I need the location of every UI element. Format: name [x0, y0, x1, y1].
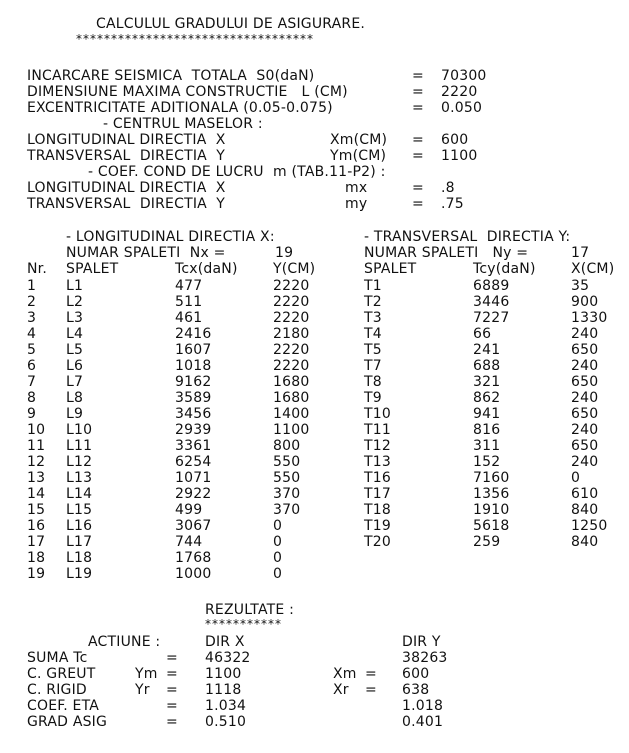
row-nr: 19 [27, 566, 46, 582]
row-x: 0 [571, 470, 581, 486]
row-tcx: 2416 [175, 326, 212, 342]
row-y: 1680 [273, 374, 310, 390]
param-value: 70300 [441, 68, 487, 84]
row-tcy: 688 [473, 358, 501, 374]
row-tcx: 1071 [175, 470, 212, 486]
row-tcy: 1910 [473, 502, 510, 518]
result-eq: = [166, 698, 178, 714]
row-spalet: L5 [66, 342, 84, 358]
row-spalet: T1 [364, 278, 382, 294]
row-spalet: L14 [66, 486, 93, 502]
row-tcy: 321 [473, 374, 501, 390]
longit-header-tc: Tcx(daN) [175, 261, 238, 277]
row-x: 840 [571, 502, 599, 518]
row-nr: 12 [27, 454, 46, 470]
row-x: 650 [571, 342, 599, 358]
row-spalet: T20 [364, 534, 391, 550]
centru-sym: Ym(CM) [330, 148, 387, 164]
row-tcy: 862 [473, 390, 501, 406]
row-spalet: L16 [66, 518, 93, 534]
centru-label: TRANSVERSAL DIRECTIA Y [27, 148, 225, 164]
row-spalet: L11 [66, 438, 93, 454]
row-spalet: L1 [66, 278, 84, 294]
row-tcx: 2939 [175, 422, 212, 438]
centru-label: LONGITUDINAL DIRECTIA X [27, 132, 226, 148]
result-y: 0.401 [402, 714, 444, 730]
result-x: 46322 [205, 650, 251, 666]
row-tcx: 2922 [175, 486, 212, 502]
row-tcy: 7160 [473, 470, 510, 486]
row-spalet: T7 [364, 358, 382, 374]
result-label: COEF. ETA [27, 698, 100, 714]
param-value: 2220 [441, 84, 478, 100]
result-label: C. RIGID [27, 682, 87, 698]
transv-count-label: NUMAR SPALETI Ny = [364, 245, 529, 261]
row-nr: 13 [27, 470, 46, 486]
actiune-label: ACTIUNE : [88, 634, 161, 650]
row-spalet: T17 [364, 486, 391, 502]
result-sym: Yr [135, 682, 150, 698]
result-x: 1100 [205, 666, 242, 682]
row-spalet: T16 [364, 470, 391, 486]
row-x: 1250 [571, 518, 608, 534]
row-y: 2220 [273, 278, 310, 294]
row-spalet: L10 [66, 422, 93, 438]
row-x: 35 [571, 278, 590, 294]
param-eq: = [412, 84, 424, 100]
result-y: 600 [402, 666, 430, 682]
param-label: INCARCARE SEISMICA TOTALA S0(daN) [27, 68, 315, 84]
row-tcy: 6889 [473, 278, 510, 294]
row-tcx: 744 [175, 534, 203, 550]
row-x: 900 [571, 294, 599, 310]
result-sym: Ym [135, 666, 158, 682]
row-tcx: 499 [175, 502, 203, 518]
row-spalet: L4 [66, 326, 84, 342]
row-spalet: T11 [364, 422, 391, 438]
row-spalet: T13 [364, 454, 391, 470]
result-ysym: Xm [333, 666, 357, 682]
row-x: 240 [571, 358, 599, 374]
longit-title: - LONGITUDINAL DIRECTIA X: [66, 229, 275, 245]
page-title: CALCULUL GRADULUI DE ASIGURARE. [96, 16, 366, 32]
row-spalet: T3 [364, 310, 382, 326]
row-spalet: T4 [364, 326, 382, 342]
result-label: GRAD ASIG [27, 714, 108, 730]
dir-x-header: DIR X [205, 634, 245, 650]
row-spalet: L9 [66, 406, 84, 422]
row-spalet: T8 [364, 374, 382, 390]
result-y: 638 [402, 682, 430, 698]
centru-eq: = [412, 132, 424, 148]
row-nr: 10 [27, 422, 46, 438]
row-nr: 8 [27, 390, 37, 406]
row-nr: 11 [27, 438, 46, 454]
row-spalet: L19 [66, 566, 93, 582]
dir-y-header: DIR Y [402, 634, 441, 650]
result-y: 1.018 [402, 698, 444, 714]
row-nr: 7 [27, 374, 37, 390]
row-x: 240 [571, 390, 599, 406]
row-y: 1400 [273, 406, 310, 422]
longit-count-value: 19 [275, 245, 294, 261]
row-x: 240 [571, 326, 599, 342]
row-tcx: 1000 [175, 566, 212, 582]
row-spalet: L7 [66, 374, 84, 390]
row-y: 370 [273, 502, 301, 518]
row-y: 800 [273, 438, 301, 454]
param-label: DIMENSIUNE MAXIMA CONSTRUCTIE L (CM) [27, 84, 348, 100]
results-title: REZULTATE : [205, 602, 295, 618]
row-nr: 3 [27, 310, 37, 326]
longit-header-y: Y(CM) [273, 261, 316, 277]
row-tcy: 941 [473, 406, 501, 422]
param-eq: = [412, 100, 424, 116]
row-tcx: 511 [175, 294, 203, 310]
result-eq: = [166, 650, 178, 666]
row-spalet: L3 [66, 310, 84, 326]
row-spalet: T9 [364, 390, 382, 406]
row-tcy: 7227 [473, 310, 510, 326]
row-tcy: 66 [473, 326, 492, 342]
row-spalet: L6 [66, 358, 84, 374]
coef-label: LONGITUDINAL DIRECTIA X [27, 180, 226, 196]
result-eq: = [166, 714, 178, 730]
row-tcx: 1607 [175, 342, 212, 358]
longit-header-nr: Nr. [27, 261, 47, 277]
coef-value: .75 [441, 196, 464, 212]
centru-title: - CENTRUL MASELOR : [103, 116, 263, 132]
row-y: 0 [273, 534, 283, 550]
title-rule: ********************************** [76, 32, 314, 46]
row-y: 0 [273, 550, 283, 566]
row-tcy: 152 [473, 454, 501, 470]
row-spalet: T2 [364, 294, 382, 310]
row-spalet: T18 [364, 502, 391, 518]
row-spalet: L15 [66, 502, 93, 518]
row-tcx: 6254 [175, 454, 212, 470]
row-tcy: 241 [473, 342, 501, 358]
row-nr: 15 [27, 502, 46, 518]
row-tcx: 9162 [175, 374, 212, 390]
row-tcy: 3446 [473, 294, 510, 310]
row-y: 0 [273, 518, 283, 534]
row-tcx: 3456 [175, 406, 212, 422]
centru-value: 1100 [441, 148, 478, 164]
row-tcx: 3589 [175, 390, 212, 406]
transv-title: - TRANSVERSAL DIRECTIA Y: [364, 229, 571, 245]
coef-value: .8 [441, 180, 455, 196]
row-tcy: 5618 [473, 518, 510, 534]
row-spalet: L12 [66, 454, 93, 470]
transv-header-tc: Tcy(daN) [473, 261, 536, 277]
centru-sym: Xm(CM) [330, 132, 388, 148]
coef-title: - COEF. COND DE LUCRU m (TAB.11-P2) : [88, 164, 386, 180]
row-tcx: 3067 [175, 518, 212, 534]
row-x: 650 [571, 438, 599, 454]
row-nr: 4 [27, 326, 37, 342]
row-tcx: 477 [175, 278, 203, 294]
row-y: 2220 [273, 342, 310, 358]
row-nr: 1 [27, 278, 37, 294]
row-tcx: 3361 [175, 438, 212, 454]
row-y: 0 [273, 566, 283, 582]
row-x: 840 [571, 534, 599, 550]
coef-eq: = [412, 196, 424, 212]
row-y: 2220 [273, 294, 310, 310]
result-label: SUMA Tc [27, 650, 88, 666]
result-eq: = [166, 682, 178, 698]
row-x: 1330 [571, 310, 608, 326]
param-label: EXCENTRICITATE ADITIONALA (0.05-0.075) [27, 100, 333, 116]
row-spalet: L17 [66, 534, 93, 550]
coef-label: TRANSVERSAL DIRECTIA Y [27, 196, 225, 212]
result-x: 1118 [205, 682, 242, 698]
row-nr: 16 [27, 518, 46, 534]
result-y: 38263 [402, 650, 448, 666]
centru-value: 600 [441, 132, 469, 148]
row-y: 1100 [273, 422, 310, 438]
row-tcx: 1018 [175, 358, 212, 374]
row-tcy: 1356 [473, 486, 510, 502]
row-tcx: 1768 [175, 550, 212, 566]
row-y: 2220 [273, 358, 310, 374]
transv-header-spalet: SPALET [364, 261, 417, 277]
row-y: 2180 [273, 326, 310, 342]
row-nr: 18 [27, 550, 46, 566]
row-nr: 9 [27, 406, 37, 422]
row-y: 370 [273, 486, 301, 502]
centru-eq: = [412, 148, 424, 164]
transv-header-x: X(CM) [571, 261, 615, 277]
row-spalet: L13 [66, 470, 93, 486]
row-nr: 17 [27, 534, 46, 550]
result-yeq: = [365, 666, 377, 682]
row-tcy: 259 [473, 534, 501, 550]
param-value: 0.050 [441, 100, 483, 116]
row-y: 1680 [273, 390, 310, 406]
row-y: 550 [273, 454, 301, 470]
coef-sym: my [345, 196, 368, 212]
row-nr: 2 [27, 294, 37, 310]
row-x: 240 [571, 422, 599, 438]
row-y: 550 [273, 470, 301, 486]
coef-sym: mx [345, 180, 368, 196]
results-rule: *********** [205, 617, 282, 631]
param-eq: = [412, 68, 424, 84]
row-x: 650 [571, 406, 599, 422]
row-tcy: 311 [473, 438, 501, 454]
row-spalet: T5 [364, 342, 382, 358]
row-tcx: 461 [175, 310, 203, 326]
result-ysym: Xr [333, 682, 349, 698]
row-spalet: T19 [364, 518, 391, 534]
result-x: 0.510 [205, 714, 247, 730]
transv-count-value: 17 [571, 245, 590, 261]
row-y: 2220 [273, 310, 310, 326]
row-x: 650 [571, 374, 599, 390]
result-yeq: = [365, 682, 377, 698]
coef-eq: = [412, 180, 424, 196]
result-eq: = [166, 666, 178, 682]
row-spalet: L18 [66, 550, 93, 566]
row-x: 240 [571, 454, 599, 470]
result-x: 1.034 [205, 698, 247, 714]
row-spalet: T10 [364, 406, 391, 422]
longit-header-spalet: SPALET [66, 261, 119, 277]
longit-count-label: NUMAR SPALETI Nx = [66, 245, 226, 261]
row-spalet: L2 [66, 294, 84, 310]
result-label: C. GREUT [27, 666, 96, 682]
row-tcy: 816 [473, 422, 501, 438]
row-nr: 5 [27, 342, 37, 358]
row-spalet: L8 [66, 390, 84, 406]
row-nr: 14 [27, 486, 46, 502]
row-nr: 6 [27, 358, 37, 374]
row-x: 610 [571, 486, 599, 502]
row-spalet: T12 [364, 438, 391, 454]
